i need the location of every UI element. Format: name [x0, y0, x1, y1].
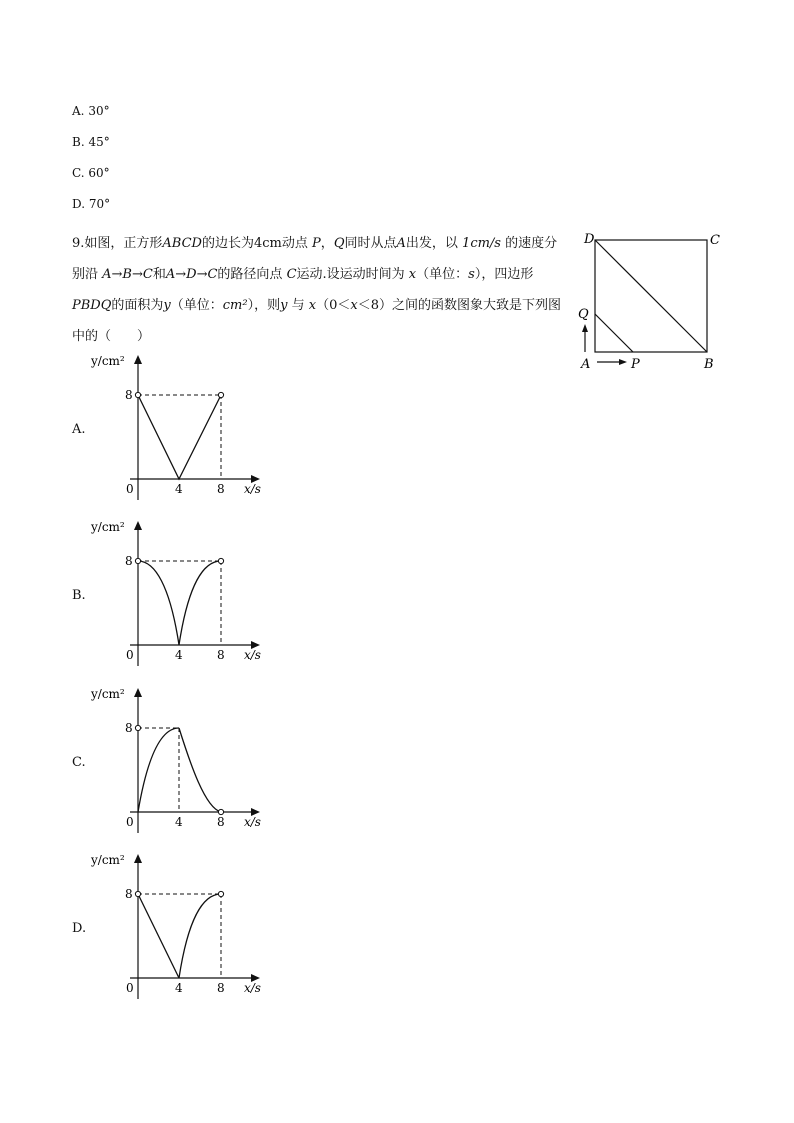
open-point: [135, 725, 140, 730]
graph-b: [90, 516, 280, 671]
option-d: D. 70°: [72, 197, 111, 211]
x-tick-label: 4: [175, 648, 183, 662]
y-axis-arrow-icon: [134, 355, 142, 364]
y-tick-label: 8: [125, 721, 133, 735]
open-point: [135, 558, 140, 563]
label-c: C: [710, 233, 720, 248]
x-tick-label: 8: [217, 482, 225, 496]
graph-option-a-letter[interactable]: A.: [72, 422, 86, 437]
y-tick-label: 8: [125, 887, 133, 901]
open-point: [218, 891, 223, 896]
graph-c: [90, 683, 280, 838]
x-axis-label: x/s: [244, 482, 261, 496]
y-axis-label: y/cm²: [91, 853, 125, 867]
graph-curve: [138, 395, 221, 479]
origin-label: 0: [126, 815, 134, 829]
x-axis-label: x/s: [244, 815, 261, 829]
y-axis-label: y/cm²: [91, 354, 125, 368]
y-axis-arrow-icon: [134, 688, 142, 697]
x-tick-label: 4: [175, 981, 183, 995]
x-tick-label: 4: [175, 482, 183, 496]
origin-label: 0: [126, 648, 134, 662]
x-tick-label: 8: [217, 648, 225, 662]
open-point: [218, 558, 223, 563]
x-axis-label: x/s: [244, 981, 261, 995]
x-tick-label: 8: [217, 981, 225, 995]
y-tick-label: 8: [125, 388, 133, 402]
question-9-text: 9.如图，正方形ABCD的边长为4cm动点 P，Q同时从点A出发，以 1cm/s 的速度分别沿 A→B→C和A→D→C的路径向点 C运动.设运动时间为 x（单位：s），四边形PBDQ的面积为y（单位：cm²），则y 与 x（0＜x＜8）之间的函数图象大致是下列图中的（ ）: [72, 236, 562, 344]
arrow-right-head-icon: [619, 359, 627, 365]
graph-curve-right: [179, 561, 221, 645]
graph-curve-right: [179, 728, 221, 812]
graph-option-b-letter[interactable]: B.: [72, 588, 86, 603]
square-figure: [575, 228, 725, 378]
graph-line-left: [138, 894, 179, 978]
graph-option-c-letter[interactable]: C.: [72, 755, 86, 770]
graph-option-d-letter[interactable]: D.: [72, 921, 87, 936]
label-p: P: [631, 357, 640, 372]
label-b: B: [704, 357, 714, 372]
diagonal-db: [595, 240, 707, 352]
graph-curve-left: [138, 561, 179, 645]
origin-label: 0: [126, 482, 134, 496]
option-c: C. 60°: [72, 166, 110, 180]
y-axis-label: y/cm²: [91, 520, 125, 534]
y-axis-arrow-icon: [134, 854, 142, 863]
option-b: B. 45°: [72, 135, 110, 149]
y-tick-label: 8: [125, 554, 133, 568]
y-axis-label: y/cm²: [91, 687, 125, 701]
y-axis-arrow-icon: [134, 521, 142, 530]
graph-d: [90, 849, 280, 1004]
x-tick-label: 8: [217, 815, 225, 829]
graph-a: [90, 350, 280, 505]
x-tick-label: 4: [175, 815, 183, 829]
label-q: Q: [578, 307, 589, 322]
graph-curve-left: [138, 728, 179, 812]
arrow-up-head-icon: [582, 324, 588, 332]
open-point: [218, 392, 223, 397]
origin-label: 0: [126, 981, 134, 995]
option-a: A. 30°: [72, 104, 110, 118]
open-point: [218, 809, 223, 814]
open-point: [135, 392, 140, 397]
label-d: D: [584, 232, 595, 247]
segment-qp: [595, 314, 633, 352]
open-point: [135, 891, 140, 896]
x-axis-label: x/s: [244, 648, 261, 662]
label-a: A: [581, 357, 591, 372]
graph-curve-right: [179, 894, 221, 978]
